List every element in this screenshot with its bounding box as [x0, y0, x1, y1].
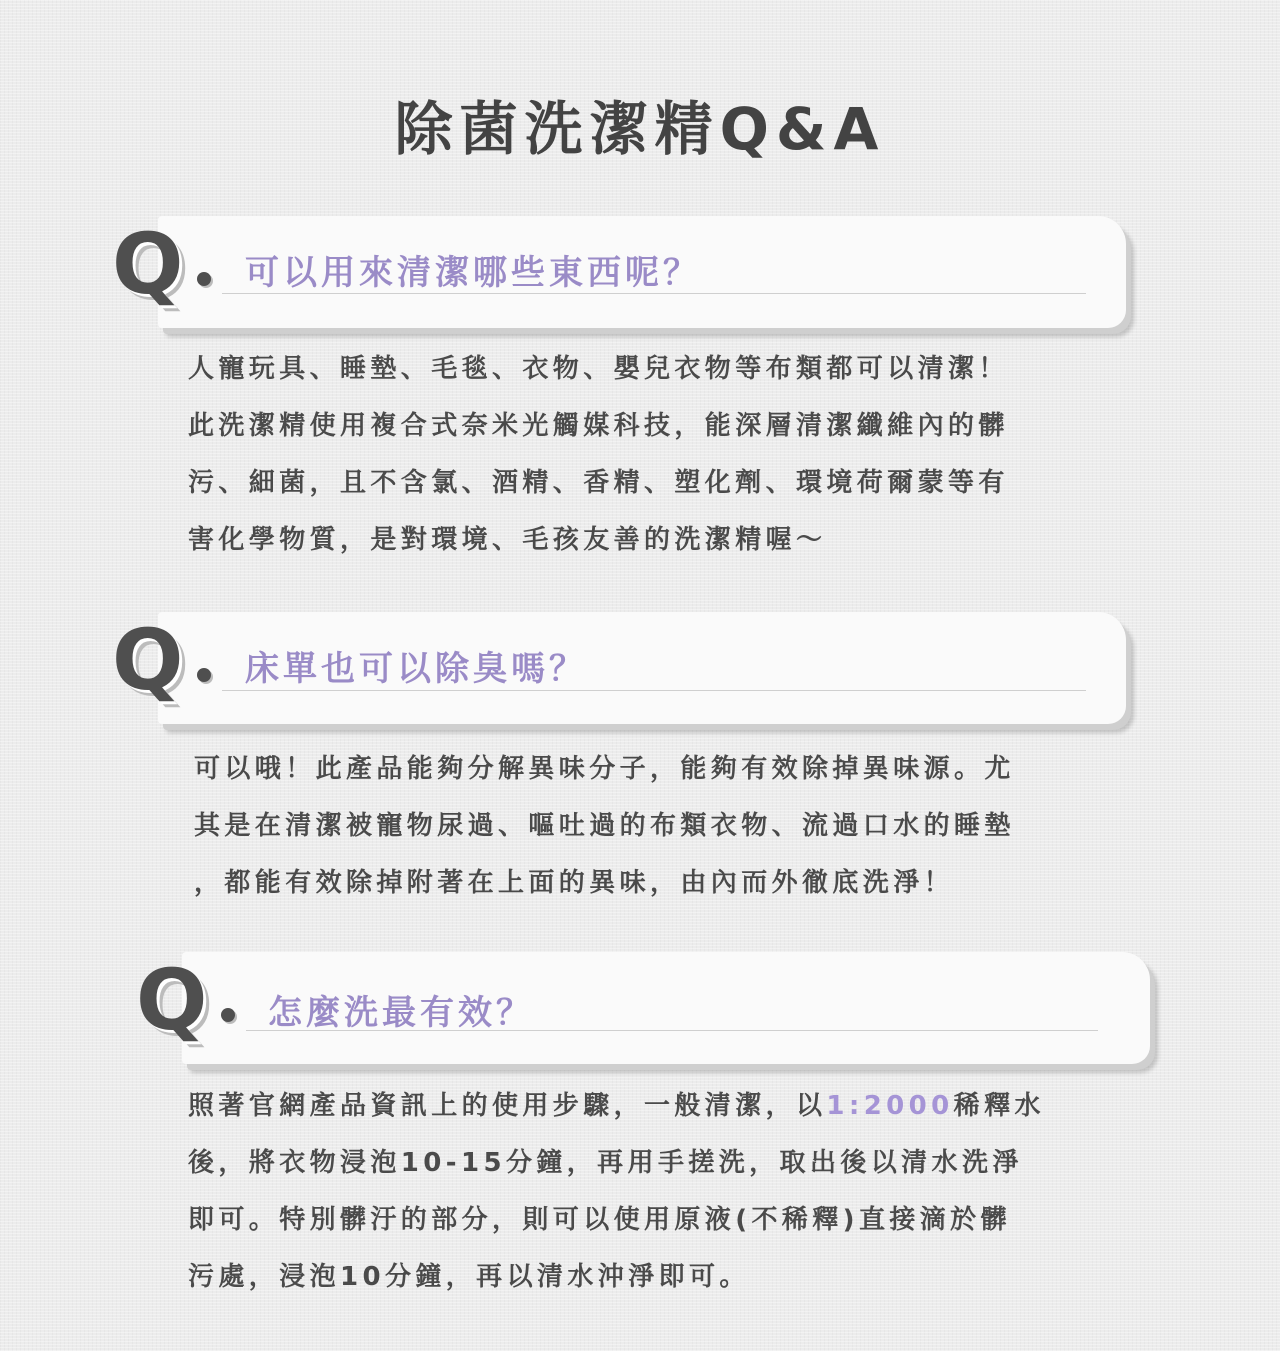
- dilution-ratio: 1:2000: [826, 1091, 954, 1121]
- answer-segment: 照著官網產品資訊上的使用步驟，一般清潔，以: [188, 1091, 827, 1121]
- answer-text: [188, 1078, 1088, 1306]
- answer-line: 污、細菌，且不含氯、酒精、香精、塑化劑、環境荷爾蒙等有: [188, 468, 1009, 498]
- answer-line: 即可。特別髒汙的部分，則可以使用原液(不稀釋)直接滴於髒: [188, 1205, 1011, 1235]
- answer-line: 害化學物質，是對環境、毛孩友善的洗潔精喔～: [188, 525, 827, 555]
- answer-line: 可以哦！此產品能夠分解異味分子，能夠有效除掉異味源。尤: [194, 754, 1015, 784]
- answer-line: 此洗潔精使用複合式奈米光觸媒科技，能深層清潔纖維內的髒: [188, 411, 1009, 441]
- q-dot-icon: [221, 1008, 235, 1022]
- page-title: 除菌洗潔精Q&A: [394, 95, 886, 163]
- answer-line: 其是在清潔被寵物尿過、嘔吐過的布類衣物、流過口水的睡墊: [194, 811, 1015, 841]
- answer-segment: 稀釋水: [953, 1091, 1045, 1121]
- q-dot-icon: [197, 272, 211, 286]
- answer-text: [188, 341, 1088, 569]
- q-icon: Q: [136, 951, 208, 1049]
- answer-line: [188, 1078, 1088, 1135]
- banner-divider: [222, 690, 1086, 691]
- question-text: 床單也可以除臭嗎？: [245, 649, 587, 689]
- answer-text: [194, 741, 1094, 912]
- answer-line: 人寵玩具、睡墊、毛毯、衣物、嬰兒衣物等布類都可以清潔！: [188, 354, 1009, 384]
- question-text: 可以用來清潔哪些東西呢？: [245, 253, 701, 293]
- q-icon: Q: [112, 611, 184, 709]
- answer-line: 後，將衣物浸泡10-15分鐘，再用手搓洗，取出後以清水洗淨: [188, 1148, 1023, 1178]
- answer-line: ，都能有效除掉附著在上面的異味，由內而外徹底洗淨！: [194, 868, 955, 898]
- question-text: 怎麼洗最有效？: [268, 993, 534, 1033]
- answer-line: 污處，浸泡10分鐘，再以清水沖淨即可。: [188, 1262, 750, 1292]
- q-dot-icon: [197, 668, 211, 682]
- q-icon: Q: [112, 215, 184, 313]
